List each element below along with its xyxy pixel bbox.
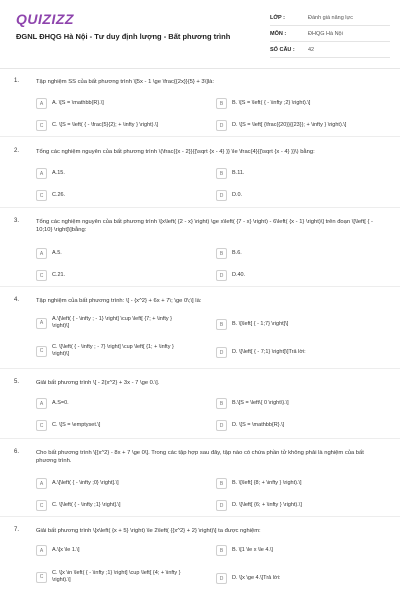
- document-header: [0, 0, 400, 69]
- option-letter-badge: D: [216, 270, 227, 281]
- question-text: Giải bất phương trình \[ - 2{x^2} + 3x - 7 \ge 0.\].: [36, 380, 160, 386]
- option-letter-badge: C: [36, 270, 47, 281]
- option-c[interactable]: [36, 420, 206, 431]
- option-letter-badge: D: [216, 573, 227, 584]
- option-letter-badge: B: [216, 319, 227, 330]
- option-letter-badge: A: [36, 248, 47, 259]
- option-text: C. \[\left( { - \infty ;1} \right].\]: [52, 502, 121, 508]
- option-d[interactable]: [216, 500, 386, 511]
- option-c[interactable]: [36, 270, 206, 281]
- option-d[interactable]: [216, 347, 391, 358]
- meta-label: SỐ CÂU :: [270, 46, 295, 53]
- option-text: B.6.: [232, 250, 242, 256]
- option-text: B. \[\left[ {8; + \infty } \right).\]: [232, 480, 302, 486]
- meta-value: Đánh giá năng lực: [308, 14, 353, 21]
- option-text: A.5.: [52, 250, 62, 256]
- option-text: D.40.: [232, 272, 246, 278]
- question-text: Tập nghiệm của bất phương trình: \[ - {x^2} + 6x + 7\; \ge 0\;\] là:: [36, 298, 202, 304]
- question-text: Tổng các nghiệm nguyên của bất phương trình \(\frac{{x - 2}}{{\sqrt {x - 4} }} \le \frac{4}{{\sqrt {x - 4} }}\) bằng:: [36, 149, 315, 155]
- option-letter-badge: A: [36, 398, 47, 409]
- option-b[interactable]: [216, 545, 386, 556]
- option-a[interactable]: [36, 398, 206, 409]
- question-text: Tổng các nghiệm nguyên của bất phương trình \[x\left( {2 - x} \right) \ge x\left( {7 - x} \right) - 6\left( {x - 1} \right)\] trên đoạn \[\left[ { - 10;10} \right]\]bằng:: [36, 219, 373, 233]
- option-letter-badge: B: [216, 545, 227, 556]
- question-number: 5.: [14, 379, 20, 385]
- option-letter-badge: C: [36, 420, 47, 431]
- option-c[interactable]: [36, 570, 206, 584]
- option-letter-badge: D: [216, 500, 227, 511]
- option-letter-badge: A: [36, 98, 47, 109]
- option-d[interactable]: [216, 270, 386, 281]
- option-text: A. \[S = \mathbb{R}.\]: [52, 100, 104, 106]
- option-d[interactable]: [216, 120, 391, 131]
- option-text: B.\[S = \left\{ 0 \right\}.\]: [232, 400, 289, 406]
- option-letter-badge: C: [36, 190, 47, 201]
- option-text: D. \[\left[ { - 7;1} \right]\]Trả lời:: [232, 349, 306, 355]
- option-text: C.26.: [52, 192, 66, 198]
- option-text: C. \[x \in \left( { - \infty ;1} \right] \cup \left[ {4; + \infty } \right).\]: [52, 570, 181, 583]
- option-letter-badge: D: [216, 420, 227, 431]
- option-b[interactable]: [216, 319, 386, 330]
- question-divider: [0, 516, 400, 517]
- option-b[interactable]: [216, 248, 386, 259]
- option-b[interactable]: [216, 168, 386, 179]
- question-number: 1.: [14, 78, 20, 84]
- option-d[interactable]: [216, 190, 386, 201]
- question-text: Cho bất phương trình \[{x^2} - 8x + 7 \ge 0\]. Trong các tập hợp sau đây, tập nào có chứa phần tử không phải là nghiệm của bất phương trình.: [36, 450, 364, 464]
- option-text: A.\[\left( { - \infty ;0} \right].\]: [52, 480, 119, 486]
- option-b[interactable]: [216, 478, 386, 489]
- question-text: Giải bất phương trình \[x\left( {x + 5} \right) \le 2\left( {{x^2} + 2} \right)\] ta được nghiệm:: [36, 528, 261, 534]
- option-c[interactable]: [36, 120, 206, 131]
- option-b[interactable]: [216, 398, 386, 409]
- question-number: 4.: [14, 297, 20, 303]
- meta-row-class: [270, 10, 390, 26]
- option-text: D. \[S = \left[ {\frac{{20}}{{23}}; + \infty } \right).\]: [232, 122, 347, 128]
- option-text: D. \[S = \mathbb{R}.\]: [232, 422, 285, 428]
- option-letter-badge: D: [216, 190, 227, 201]
- option-text: D. \[\left[ {6; + \infty } \right).\]: [232, 502, 302, 508]
- meta-value: 42: [308, 46, 315, 53]
- option-text: A.\[x \le 1.\]: [52, 547, 80, 553]
- option-letter-badge: B: [216, 248, 227, 259]
- question-divider: [0, 438, 400, 439]
- option-a[interactable]: [36, 248, 206, 259]
- option-letter-badge: C: [36, 572, 47, 583]
- question-divider: [0, 136, 400, 137]
- option-text: A.15.: [52, 170, 65, 176]
- question-number: 3.: [14, 218, 20, 224]
- question-text: Tập nghiệm SS của bất phương trình \[5x - 1 \ge \frac{{2x}}{5} + 3\]là:: [36, 79, 214, 85]
- option-d[interactable]: [216, 573, 386, 584]
- option-letter-badge: C: [36, 346, 47, 357]
- question-number: 6.: [14, 449, 20, 455]
- meta-label: LỚP :: [270, 14, 285, 21]
- option-text: C.21.: [52, 272, 66, 278]
- option-letter-badge: B: [216, 478, 227, 489]
- option-text: C. \[S = \left( { - \frac{5}{2}; + \infty } \right).\]: [52, 122, 159, 128]
- option-letter-badge: A: [36, 318, 47, 329]
- option-letter-badge: D: [216, 120, 227, 131]
- option-c[interactable]: [36, 190, 206, 201]
- option-text: B. \[\left[ { - 1;7} \right]\]: [232, 321, 289, 327]
- option-text: D.0.: [232, 192, 243, 198]
- option-text: D. \[x \ge 4.\]Trả lời:: [232, 575, 281, 581]
- question-number: 7.: [14, 527, 20, 533]
- question-divider: [0, 207, 400, 208]
- option-text: B.11.: [232, 170, 245, 176]
- option-c[interactable]: [36, 344, 206, 358]
- option-a[interactable]: [36, 545, 206, 556]
- option-a[interactable]: [36, 168, 206, 179]
- option-letter-badge: B: [216, 168, 227, 179]
- document-title: ĐGNL ĐHQG Hà Nội - Tư duy định lượng - Bất phương trình: [16, 32, 231, 41]
- option-letter-badge: B: [216, 98, 227, 109]
- option-letter-badge: C: [36, 500, 47, 511]
- option-text: B. \[S = \left( { - \infty ;2} \right).\]: [232, 100, 311, 106]
- document-meta: [270, 10, 390, 58]
- meta-row-count: [270, 42, 390, 58]
- option-letter-badge: D: [216, 347, 227, 358]
- option-a[interactable]: [36, 316, 206, 330]
- option-b[interactable]: [216, 98, 386, 109]
- question-number: 2.: [14, 148, 20, 154]
- option-letter-badge: A: [36, 545, 47, 556]
- option-letter-badge: A: [36, 478, 47, 489]
- option-a[interactable]: [36, 478, 206, 489]
- option-letter-badge: B: [216, 398, 227, 409]
- option-letter-badge: A: [36, 168, 47, 179]
- option-text: B. \[1 \le x \le 4.\]: [232, 547, 273, 553]
- option-a[interactable]: [36, 98, 206, 109]
- option-text: C. \[S = \emptyset.\]: [52, 422, 101, 428]
- option-text: C. \[\left( { - \infty ; - 7} \right] \cup \left[ {1; + \infty } \right)\]: [52, 344, 174, 357]
- option-c[interactable]: [36, 500, 206, 511]
- option-text: A.S=0.: [52, 400, 69, 406]
- quizizz-logo: QUIZIZZ: [16, 11, 74, 27]
- question-divider: [0, 286, 400, 287]
- option-letter-badge: C: [36, 120, 47, 131]
- question-divider: [0, 368, 400, 369]
- option-text: A.\[\left( { - \infty ; - 1} \right] \cup \left[ {7; + \infty } \right)\]: [52, 316, 172, 329]
- meta-label: MÔN :: [270, 30, 287, 37]
- meta-value: ĐHQG Hà Nội: [308, 30, 343, 37]
- option-d[interactable]: [216, 420, 386, 431]
- meta-row-subject: [270, 26, 390, 42]
